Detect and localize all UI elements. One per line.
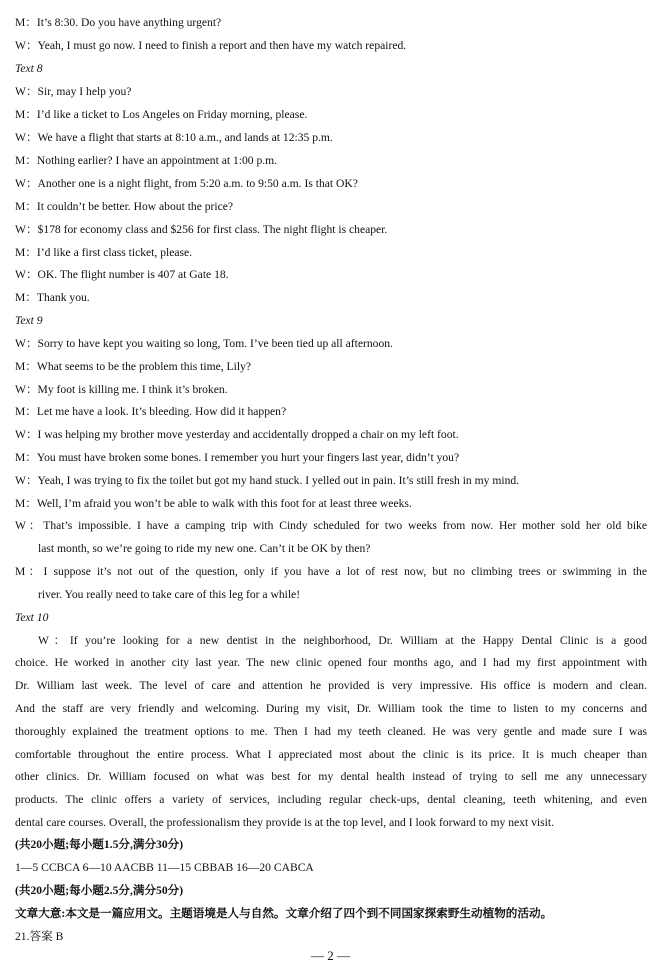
dialog-line: M：I’d like a ticket to Los Angeles on Friday morning, please. [15, 108, 308, 121]
dialog-line: W：$178 for economy class and $256 for first class. The night flight is cheaper. [15, 223, 388, 236]
dialog-line: M：You must have broken some bones. I remember you hurt your fingers last year, didn’t you? [15, 451, 460, 464]
dialog-line: M：It couldn’t be better. How about the price? [15, 200, 234, 213]
dialog-line: W：My foot is killing me. I think it’s broken. [15, 383, 228, 396]
dialog-line: W：Another one is a night flight, from 5:20 a.m. to 9:50 a.m. Is that OK? [15, 177, 358, 190]
dialog-line: W：I was helping my brother move yesterday and accidentally dropped a chair on my left foot. [15, 428, 459, 441]
paragraph-line: choice. He worked in another city last year. The new clinic opened four months ago, and I had my first appointment with [15, 656, 647, 669]
section-score-heading: (共20小题;每小题2.5分,满分50分) [15, 884, 184, 897]
dialog-line: W：That’s impossible. I have a camping trip with Cindy scheduled for two weeks from now. Her mother sold her old bike [15, 519, 647, 532]
dialog-line: M：What seems to be the problem this time, Lily? [15, 360, 252, 373]
dialog-line: W：Sir, may I help you? [15, 85, 132, 98]
passage-summary: 文章大意:本文是一篇应用文。主题语境是人与自然。文章介绍了四个到不同国家探索野生动植物的活动。 [15, 907, 553, 920]
dialog-line: W：Sorry to have kept you waiting so long, Tom. I’ve been tied up all afternoon. [15, 337, 393, 350]
paragraph-line: products. The clinic offers a variety of services, including regular check-ups, dental cleaning, teeth whitening, and even [15, 793, 647, 806]
section-score-heading: (共20小题;每小题1.5分,满分30分) [15, 838, 184, 851]
dialog-line: W：We have a flight that starts at 8:10 a.m., and lands at 12:35 p.m. [15, 131, 333, 144]
paragraph-line: Dr. William last week. The level of care and attention he provided is very impressive. His office is modern and clean. [15, 679, 647, 692]
dialog-line-continued: last month, so we’re going to ride my new one. Can’t it be OK by then? [38, 542, 371, 555]
paragraph-line: W：If you’re looking for a new dentist in the neighborhood, Dr. William at the Happy Dental Clinic is a good [38, 634, 647, 647]
section-heading: Text 10 [15, 611, 49, 624]
paragraph-line: other clinics. Dr. William focused on what was best for my dental health instead of trying to sell me any unnecessary [15, 770, 647, 783]
dialog-line: M：Nothing earlier? I have an appointment at 1:00 p.m. [15, 154, 278, 167]
page-number: — 2 — [311, 948, 350, 963]
dialog-line: W：OK. The flight number is 407 at Gate 18. [15, 268, 229, 281]
section-heading: Text 8 [15, 62, 43, 75]
dialog-line: W：Yeah, I must go now. I need to finish a report and then have my watch repaired. [15, 39, 407, 52]
paragraph-line: comfortable throughout the entire process. What I appreciated most about the clinic is its price. It is much cheaper than [15, 748, 647, 761]
dialog-line: M：I’d like a first class ticket, please. [15, 246, 193, 259]
paragraph-line: dental care courses. Overall, the professionalism they provide is at the top level, and I look forward to my next visit. [15, 816, 554, 829]
dialog-line: M：I suppose it’s not out of the question, only if you have a lot of rest now, but no climbing trees or swimming in the [15, 565, 647, 578]
paragraph-line: thoroughly explained the treatment options to me. Then I had my teeth cleaned. He was very gentle and made sure I was [15, 725, 647, 738]
answer-key: 1—5 CCBCA 6—10 AACBB 11—15 CBBAB 16—20 CABCA [15, 861, 314, 874]
dialog-line: M：It’s 8:30. Do you have anything urgent? [15, 16, 222, 29]
answer-label: 21.答案 B [15, 930, 64, 943]
dialog-line: W：Yeah, I was trying to fix the toilet but got my hand stuck. I yelled out in pain. It’s still fresh in my mind. [15, 474, 520, 487]
paragraph-line: And the staff are very friendly and welcoming. During my visit, Dr. William took the time to listen to my concerns and [15, 702, 647, 715]
dialog-line: M：Thank you. [15, 291, 90, 304]
section-heading: Text 9 [15, 314, 43, 327]
dialog-line-continued: river. You really need to take care of this leg for a while! [38, 588, 301, 601]
dialog-line: M：Well, I’m afraid you won’t be able to walk with this foot for at least three weeks. [15, 497, 412, 510]
dialog-line: M：Let me have a look. It’s bleeding. How did it happen? [15, 405, 287, 418]
